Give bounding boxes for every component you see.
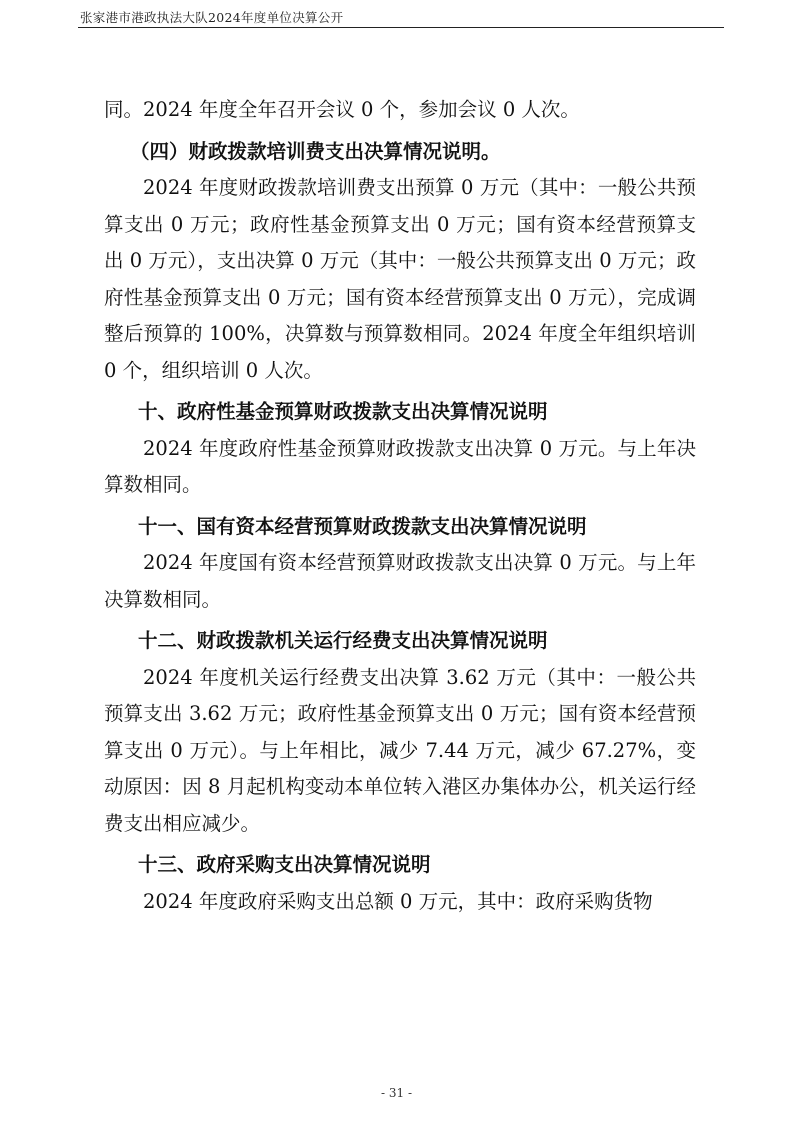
heading-training-expenses: （四）财政拨款培训费支出决算情况说明。: [130, 139, 501, 163]
heading-state-capital: 十一、国有资本经营预算财政拨款支出决算情况说明: [138, 514, 587, 538]
heading-operating-expenses: 十二、财政拨款机关运行经费支出决算情况说明: [138, 629, 548, 652]
heading-procurement: 十三、政府采购支出决算情况说明: [138, 853, 431, 876]
paragraph-training-expenses: 2024 年度财政拨款培训费支出预算 0 万元（其中：一般公共预算支出 0 万元；政府性基金预算支出 0 万元；国有资本经营预算支出 0 万元），支出决算 0 万元（其中：一般公共预算支出 0 万元；政府性基金预算支出 0 万元；国有资本经营预算支出 0 万元），完成调整后预算的 100%，决算数与预算数相同。2024 年度全年组织培训 0 个，组织培训 0 人次。: [104, 176, 696, 382]
paragraph-procurement: 2024 年度政府采购支出总额 0 万元，其中：政府采购货物: [143, 889, 653, 913]
running-header: 张家港市港政执法大队2024年度单位决算公开: [80, 10, 344, 25]
paragraph-continuation: 同。2024 年度全年召开会议 0 个，参加会议 0 人次。: [104, 98, 580, 121]
paragraph-state-capital: 2024 年度国有资本经营预算财政拨款支出决算 0 万元。与上年决算数相同。: [104, 551, 696, 611]
paragraph-operating-expenses: 2024 年度机关运行经费支出决算 3.62 万元（其中：一般公共预算支出 3.62 万元；政府性基金预算支出 0 万元；国有资本经营预算支出 0 万元）。与上年相比，减少 7.44 万元，减少 67.27%，变动原因：因 8 月起机构变动本单位转入港区办集体办公，机关运行经费支出相应减少。: [104, 665, 696, 835]
heading-government-fund: 十、政府性基金预算财政拨款支出决算情况说明: [138, 400, 548, 423]
page-number: - 31 -: [380, 1086, 412, 1100]
header-rule: [78, 27, 724, 28]
document-body: [104, 92, 696, 920]
paragraph-government-fund: 2024 年度政府性基金预算财政拨款支出决算 0 万元。与上年决算数相同。: [104, 436, 696, 496]
